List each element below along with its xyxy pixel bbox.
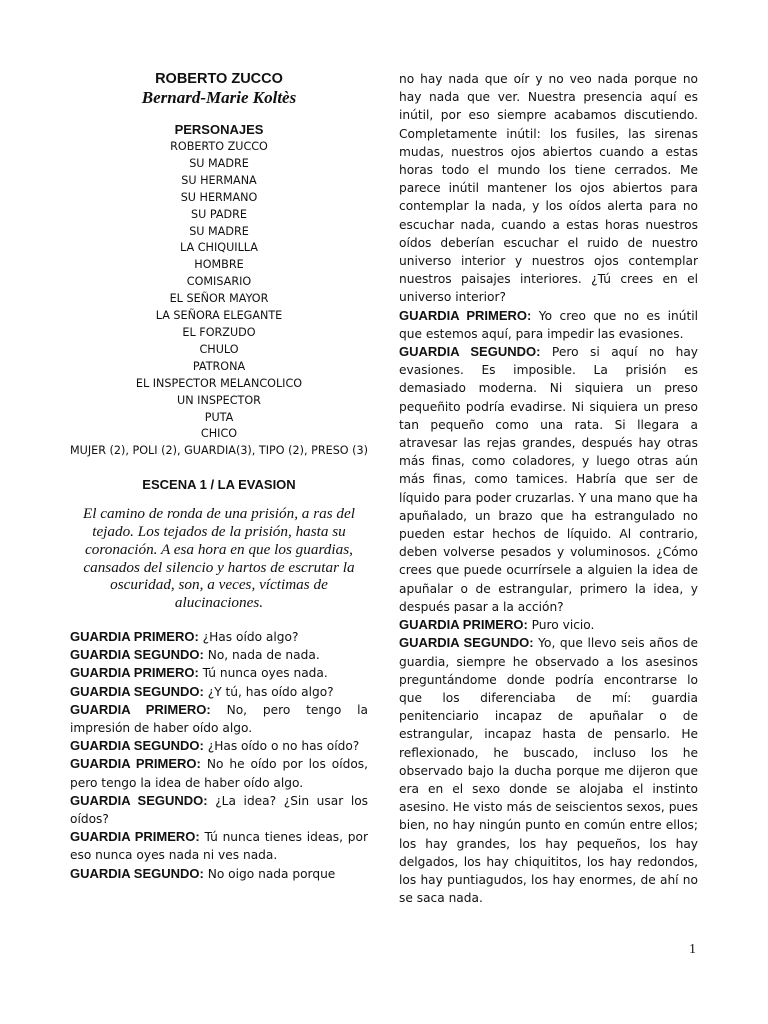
dialogue-line	[399, 616, 698, 634]
dialogue-line	[70, 628, 368, 646]
characters-heading: PERSONAJES	[174, 122, 264, 137]
dialogue-line	[399, 307, 698, 343]
dialogue-line	[70, 792, 368, 828]
speaker-name: GUARDIA SEGUNDO:	[399, 344, 541, 360]
dialogue-line	[70, 664, 368, 682]
character-item: UN INSPECTOR	[177, 393, 261, 407]
character-item: SU MADRE	[189, 224, 249, 238]
dialogue-text: ¿Has oído o no has oído?	[207, 739, 360, 754]
character-item: HOMBRE	[194, 258, 244, 272]
dialogue-line	[70, 646, 368, 664]
character-item: SU HERMANA	[181, 173, 257, 187]
dialogue-line	[399, 634, 698, 907]
speaker-name: GUARDIA SEGUNDO:	[70, 683, 204, 699]
play-title: ROBERTO ZUCCO	[155, 71, 283, 87]
dialogue-line	[70, 701, 368, 737]
character-item: ROBERTO ZUCCO	[170, 140, 268, 153]
left-column	[70, 70, 368, 883]
dialogue-text: Pero si aquí no hay evasiones. Es imposible. La prisión es demasiado moderna. Ni siquiera un preso pequeñito podría evadirse. Ni siquiera un preso tan pequeño como una rata. Si llegara a atravesar las rejas grandes, después hay otras más finas, como coladores, y luego otras aún más finas, como tamices. Habría que ser de líquido para poder cruzarlas. Y una mano que ha apuñalado, un brazo que ha estrangulado no pueden estar hechos de líquido. Al contrario, deben volverse pesados y voluminosos. ¿Cómo crees que puede ocurrírsele a alguien la idea de apuñalar o de estrangular, primero la idea, y después pasar a la acción?	[399, 345, 699, 614]
dialogue-line	[70, 737, 368, 755]
character-item: MUJER (2), POLI (2), GUARDIA(3), TIPO (2), PRESO (3)	[70, 444, 369, 458]
dialogue-text: No, pero tengo la impresión de haber oído algo.	[70, 702, 368, 736]
stage-direction: El camino de ronda de una prisión, a ras del tejado. Los tejados de la prisión, hasta su coronación. A esa hora en que los guardias, cansados del silencio y hartos de escrutar la oscuridad, son, a veces, víctimas de alucinaciones.	[83, 505, 355, 612]
dialogue-line	[70, 683, 368, 701]
character-list	[70, 139, 368, 460]
speaker-name: GUARDIA SEGUNDO:	[70, 865, 204, 881]
speaker-name: GUARDIA PRIMERO:	[70, 829, 200, 845]
dialogue-line	[70, 828, 368, 864]
dialogue-text: No oigo nada porque	[207, 866, 336, 881]
dialogue-line	[399, 343, 698, 616]
speaker-name: GUARDIA PRIMERO:	[399, 307, 532, 323]
dialogue-text: Tú nunca oyes nada.	[202, 666, 328, 681]
page-number: 1	[689, 942, 696, 957]
dialogue-text: ¿Y tú, has oído algo?	[207, 684, 334, 699]
dialogue-line	[70, 755, 368, 791]
speaker-name: GUARDIA SEGUNDO:	[70, 738, 204, 754]
dialogue-text: ¿La idea? ¿Sin usar los oídos?	[70, 793, 369, 827]
speaker-name: GUARDIA PRIMERO:	[70, 629, 199, 644]
dialogue-text: No he oído por los oídos, pero tengo la idea de haber oído algo.	[70, 757, 369, 790]
character-item: PATRONA	[192, 359, 246, 373]
dialogue-text: Yo creo que no es inútil que estemos aquí, para impedir las evasiones.	[399, 308, 699, 341]
speaker-name: GUARDIA PRIMERO:	[70, 665, 199, 681]
character-item: EL FORZUDO	[182, 325, 256, 339]
dialogue-text: Yo, que llevo seis años de guardia, siempre he observado a los asesinos preguntándome donde podría encontrarse lo que los diferenciaba de mí: guardia penitenciario incapaz de apuñalar o de estrangular, incapaz hasta de pensarlo. He reflexionado, he buscado, incluso los he observado bajo la ducha porque me dijeron que era en el sexo donde se alojaba el instinto asesino. He visto más de seiscientos sexos, pues bien, no hay ningún punto en común entre ellos; los hay grandes, los hay pequeños, los hay delgados, los hay chiquititos, los hay redondos, los hay puntiagudos, los hay enormes, de ahí no se saca nada.	[399, 636, 698, 906]
character-item: SU HERMANO	[180, 190, 258, 204]
speaker-name: GUARDIA SEGUNDO:	[70, 792, 208, 808]
character-item: SU PADRE	[191, 207, 247, 221]
character-item: LA SEÑORA ELEGANTE	[155, 309, 283, 323]
speaker-name: GUARDIA PRIMERO:	[70, 756, 201, 772]
character-item: EL INSPECTOR MELANCOLICO	[135, 376, 303, 390]
dialogue-text: ¿Has oído algo?	[202, 630, 299, 644]
dialogue-line	[70, 865, 368, 883]
character-item: LA CHIQUILLA	[180, 241, 258, 255]
speaker-name: GUARDIA SEGUNDO:	[399, 635, 534, 651]
character-item: PUTA	[204, 410, 234, 424]
character-item: EL SEÑOR MAYOR	[169, 292, 269, 306]
dialogue-text: Puro vicio.	[531, 618, 595, 633]
dialogue-text: No, nada de nada.	[207, 648, 320, 663]
character-item: CHULO	[199, 342, 239, 356]
speaker-name: GUARDIA SEGUNDO:	[70, 647, 204, 663]
character-item: CHICO	[200, 427, 238, 441]
character-item: SU MADRE	[189, 156, 249, 170]
speaker-name: GUARDIA PRIMERO:	[70, 701, 211, 717]
dialogue-text: Tú nunca tienes ideas, por eso nunca oyes nada ni ves nada.	[70, 830, 369, 863]
speaker-name: GUARDIA PRIMERO:	[399, 617, 528, 633]
dialogue-continuation: no hay nada que oír y no veo nada porque no hay nada que ver. Nuestra presencia aquí es inútil, por eso siempre acabamos discutiendo. Completamente inútil: los fusiles, las sirenas mudas, nuestros ojos abiertos cuando a estas horas todo el mundo los tiene cerrados. Me parece inútil mantener los ojos abiertos para contemplar la nada, y los oídos alerta para no escuchar nada, cuando a estas horas nuestros oídos deberían escuchar el ruido de nuestro universo interior y nuestros ojos contemplar nuestros paisajes interiores. ¿Tú crees en el universo interior?	[399, 72, 698, 305]
play-author: Bernard-Marie Koltès	[141, 88, 297, 107]
character-item: COMISARIO	[186, 275, 252, 289]
right-column	[399, 70, 698, 907]
scene-heading: ESCENA 1 / LA EVASION	[142, 477, 296, 493]
